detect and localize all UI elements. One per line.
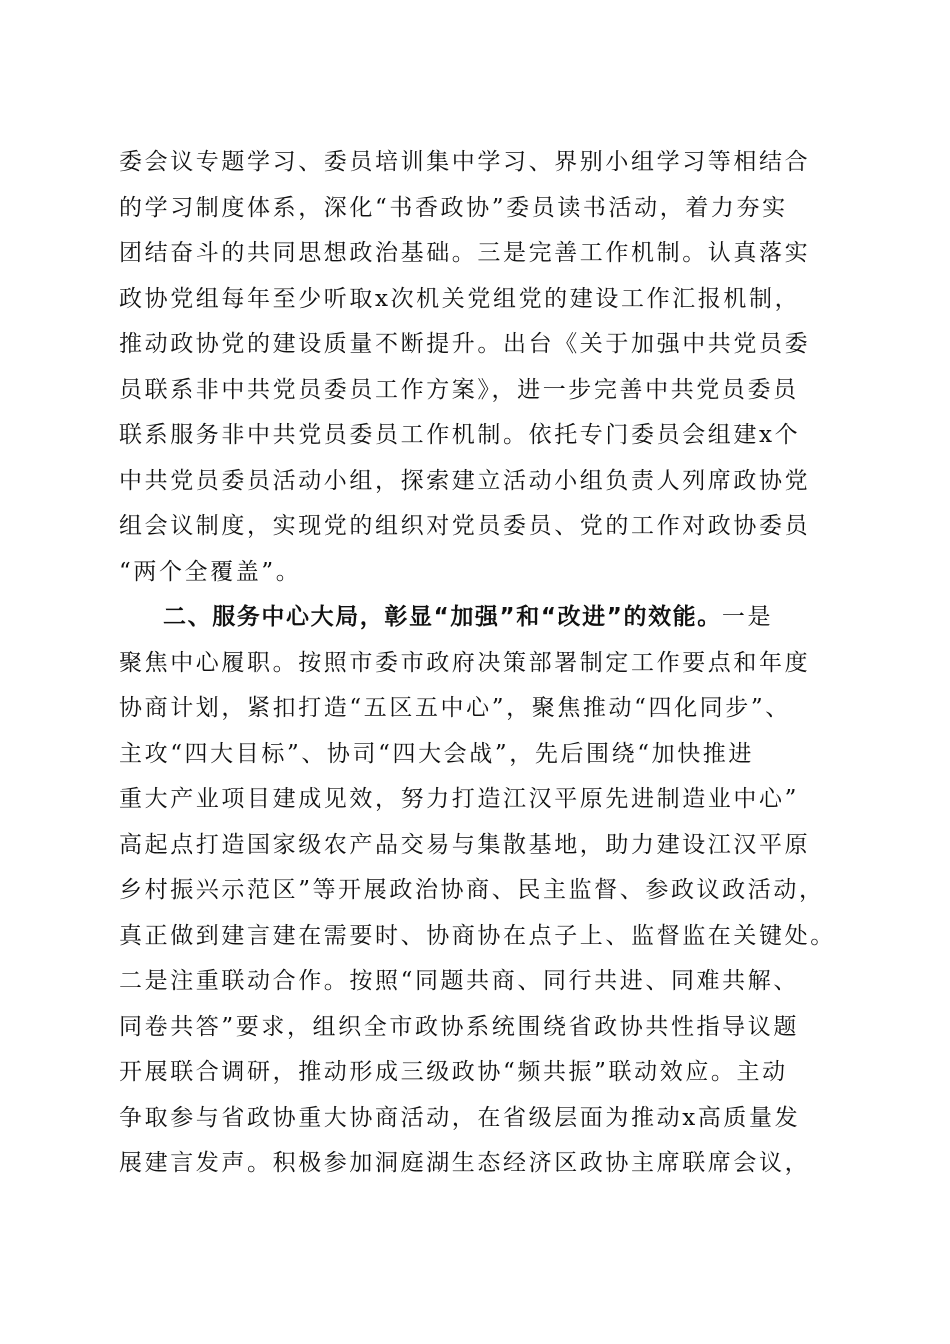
paragraph-2	[119, 595, 859, 1187]
heading-line-rest: 一是	[721, 604, 774, 630]
paragraph-1	[119, 140, 859, 595]
text-line: 政协党组每年至少听取x次机关党组党的建设工作汇报机制，	[119, 285, 801, 312]
text-line: 乡村振兴示范区”等开展政治协商、民主监督、参政议政活动，	[119, 877, 825, 903]
text-line: “两个全覆盖”。	[119, 558, 302, 585]
section-heading: 二、服务中心大局，彰显“加强”和“改进”的效能。	[163, 604, 722, 630]
text-line: 员联系非中共党员委员工作方案》，进一步完善中共党员委员	[119, 376, 799, 403]
text-line: 开展联合调研，推动形成三级政协“频共振”联动效应。主动	[119, 1059, 788, 1085]
text-line: 聚焦中心履职。按照市委市政府决策部署制定工作要点和年度	[119, 649, 811, 676]
text-line: 主攻“四大目标”、协司“四大会战”，先后围绕“加快推进	[119, 740, 754, 767]
text-line: 二是注重联动合作。按照“同题共商、同行共进、同难共解、	[119, 968, 799, 994]
text-line: 展建言发声。积极参加洞庭湖生态经济区政协主席联席会议，	[119, 1150, 811, 1176]
text-line: 争取参与省政协重大协商活动，在省级层面为推动x高质量发	[119, 1104, 801, 1131]
text-line: 协商计划，紧扣打造“五区五中心”，聚焦推动“四化同步”、	[119, 695, 791, 721]
text-line: 团结奋斗的共同思想政治基础。三是完善工作机制。认真落实	[119, 240, 811, 266]
text-line: 同卷共答”要求，组织全市政协系统围绕省政协共性指导议题	[119, 1013, 799, 1040]
section-heading-line	[119, 595, 859, 641]
text-line: 真正做到建言建在需要时、协商协在点子上、监督监在关键处。	[119, 922, 836, 949]
text-line: 组会议制度，实现党的组织对党员委员、党的工作对政协委员	[119, 513, 811, 539]
text-line: 委会议专题学习、委员培训集中学习、界别小组学习等相结合	[119, 149, 811, 175]
text-line: 的学习制度体系，深化“书香政协”委员读书活动，着力夯实	[119, 194, 788, 221]
text-line: 联系服务非中共党员委员工作机制。依托专门委员会组建x个	[119, 422, 801, 448]
text-line: 中共党员委员活动小组，探索建立活动小组负责人列席政协党	[119, 467, 811, 494]
text-line: 高起点打造国家级农产品交易与集散基地，助力建设江汉平原	[119, 831, 811, 858]
text-line: 推动政协党的建设质量不断提升。出台《关于加强中共党员委	[119, 331, 811, 357]
document-body	[119, 140, 859, 1187]
text-line: 重大产业项目建成见效，努力打造江汉平原先进制造业中心”	[119, 786, 799, 812]
